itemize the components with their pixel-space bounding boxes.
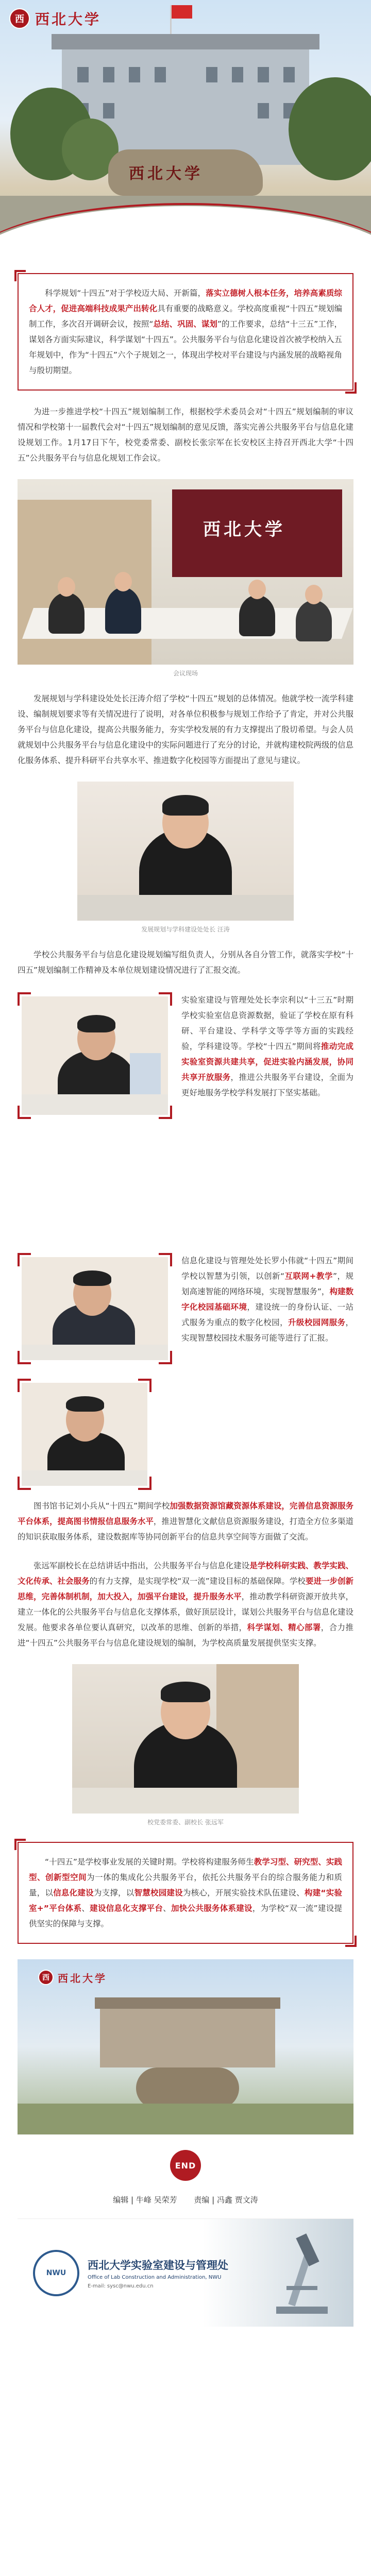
report-block-it (18, 1253, 353, 1364)
microscope-icon (266, 2229, 338, 2317)
vp-speech-section (0, 1558, 371, 1651)
speaker-caption-wangtao: 发展规划与学科建设处处长 汪涛 (141, 926, 230, 933)
end-badge: END (170, 2150, 201, 2181)
report-block-lab (18, 992, 353, 1119)
report-text-it: 信息化建设与管理处处长罗小伟就“十四五”期间学校以智慧为引领，以创新“互联网+教学”，规划高速智能的网络环境，实现智慧服务”，构建数字化校园基础环境，建设统一的身份认证、一站式服务为重点的数字化校园，升级校园网服务，实现智慧校园技术服务可能等进行了汇报。 (181, 1256, 353, 1343)
org-name-en: Office of Lab Construction and Administration, NWU (88, 2274, 222, 2280)
stone-text: 西北大学 (129, 165, 203, 183)
school-name: 西北大学 (35, 11, 102, 28)
engraved-stone (108, 149, 263, 196)
vp-photo (72, 1664, 299, 1814)
intro-box (18, 273, 353, 391)
header-banner (0, 0, 371, 268)
meeting-photo-caption: 会议现场 (173, 670, 198, 677)
intro-paragraph: 科学规划“十四五”对于学校迈大局、开新篇，落实立德树人根本任务，培养高素质综合人才，促进高端科技成果产出转化具有重要的战略意义。学校高度重视“十四五”规划编制工作，多次召开调研会议，按照“总结、巩固、谋划”的工作要求，总结“十三五”工作，谋划各方面实际建议，科学谋划“十四五”。公共服务平台与信息化建设首次被学校纳入五年规划中，作为“十四五”六个子规划之一，体现出学校对平台建设与内涵发展的战略视角与殷切期望。 (29, 289, 343, 375)
vp-photo-caption: 校党委常委、副校长 张远军 (147, 1819, 224, 1826)
report-text-library: 图书馆书记刘小兵从“十四五”期间学校加强数据资源馆藏资源体系建设，完善信息资源服务平台体系，提高图书情报信息服务水平，推进智慧化文献信息资源服务建设，打造全方位多渠道的知识获取服务体系，建设数据库等协同创新平台的信息共享空间等方面做了交流。 (18, 1501, 353, 1541)
footer-card (18, 2218, 353, 2327)
campus-school-name: 西北大学 (58, 1972, 107, 1985)
footer-org (88, 2257, 228, 2289)
vp-speech-paragraph: 张远军副校长在总结讲话中指出，公共服务平台与信息化建设是学校科研实践、教学实践、文化传承、社会服务的有力支撑，是实现学校“双一流”建设目标的基础保障。学校要进一步创新思维，完善体制机制，加大投入，加强平台建设，提升服务水平，推动教学科研资源开放共享，建立一体化的公共服务平台与信息化支撑体系，做好顶层设计，谋划公共服务平台与信息化建设发展。他要求各单位要认真研究，以改革的思维、创新的举措，科学谋划、精心部署，合力推进“十四五”公共服务平台与信息化建设规划的编制，为学校高质量发展提供坚实支撑。 (18, 1561, 353, 1648)
meeting-photo (18, 479, 353, 665)
report-paragraph: 学校公共服务平台与信息化建设规划编写组负责人，分别从各自分管工作，就落实学校“十四五”规划编制工作精神及本单位规划建设情况进行了汇报交流。 (18, 950, 353, 975)
closing-box (18, 1842, 353, 1944)
portrait-library-secretary (22, 1383, 147, 1486)
org-email: E-mail: sysc@nwu.edu.cn (88, 2283, 154, 2289)
speaker-photo-wangtao (77, 782, 294, 921)
school-seal-icon: 西 (9, 8, 30, 29)
portrait-frame-library (18, 1379, 151, 1490)
closing-paragraph: “十四五”是学校事业发展的关键时期。学校将构建服务师生教学习型、研究型、实践型、创新型空间为一体的集成化公共服务平台，依托公共服务平台的综合服务能力和质量，以信息化建设为支撑，以智慧校园建设为核心，开展实验技术队伍建设、构建“实验室+”平台体系、建设信息化支撑平台、加快公共服务体系建设，为学校“双一流”建设提供坚实的保障与支撑。 (29, 1857, 342, 1928)
campus-photo-brand (38, 1970, 107, 1985)
credits (0, 2194, 371, 2205)
reviewer-credit: 责编 | 冯鑫 贾文涛 (194, 2195, 258, 2205)
campus-photo (18, 1959, 353, 2134)
portrait-lab-director (22, 996, 168, 1115)
campus-seal-icon: 西 (38, 1970, 54, 1985)
screen-title: 西北大学 (203, 519, 285, 540)
report-block-library (18, 1379, 353, 1545)
report-text-lab: 实验室建设与管理处处长李宗利以“十三五”时期学校实验室信息资源数据，验证了学校在原有科研、平台建设、学科学文等学等方面的实践经验，学科建设等。学校“十四五”期间将推动完成实验室资源共建共享，促进实验内涵发展，协同共享开放服务，推进公共服务平台建设，全面为更好地服务学校学科发展打下坚实基础。 (181, 995, 353, 1097)
portrait-frame-lab (18, 992, 172, 1119)
portrait-it-director (22, 1257, 168, 1360)
org-name-cn: 西北大学实验室建设与管理处 (88, 2258, 228, 2272)
school-brand (9, 8, 101, 29)
editor-credit: 编辑 | 牛峰 吴荣芳 (113, 2195, 177, 2205)
portrait-frame-it (18, 1253, 172, 1364)
planning-paragraph: 发展规划与学科建设处处长汪涛介绍了学校“十四五”规划的总体情况。他就学校一流学科建设、编制规划要求等有关情况进行了说明，对各单位积极参与规划工作给予了肯定，并对公共服务平台与信息化建设，提高公共服务能力，夯实学校发展的有力支撑提出了殷切希望。与会人员就规划中公共服务平台与信息化建设中的实际问题进行了充分的讨论，并就构建校院两级的信息化服务体系、提升科研平台共享水平、推进数字化校园等方面提出了意见与建议。 (18, 694, 353, 765)
office-seal-icon: NWU (33, 2250, 79, 2296)
meeting-paragraph: 为进一步推进学校“十四五”规划编制工作，根据校学术委员会对“十四五”规划编制的审议情况和学校第十一届教代会对“十四五”规划编制的意见反馈，落实完善公共服务平台与信息化建设规划工作。1月17日下午，校党委常委、副校长张宗军在长安校区主持召开西北大学“十四五”公共服务平台与信息化规划工作会议。 (18, 407, 353, 463)
